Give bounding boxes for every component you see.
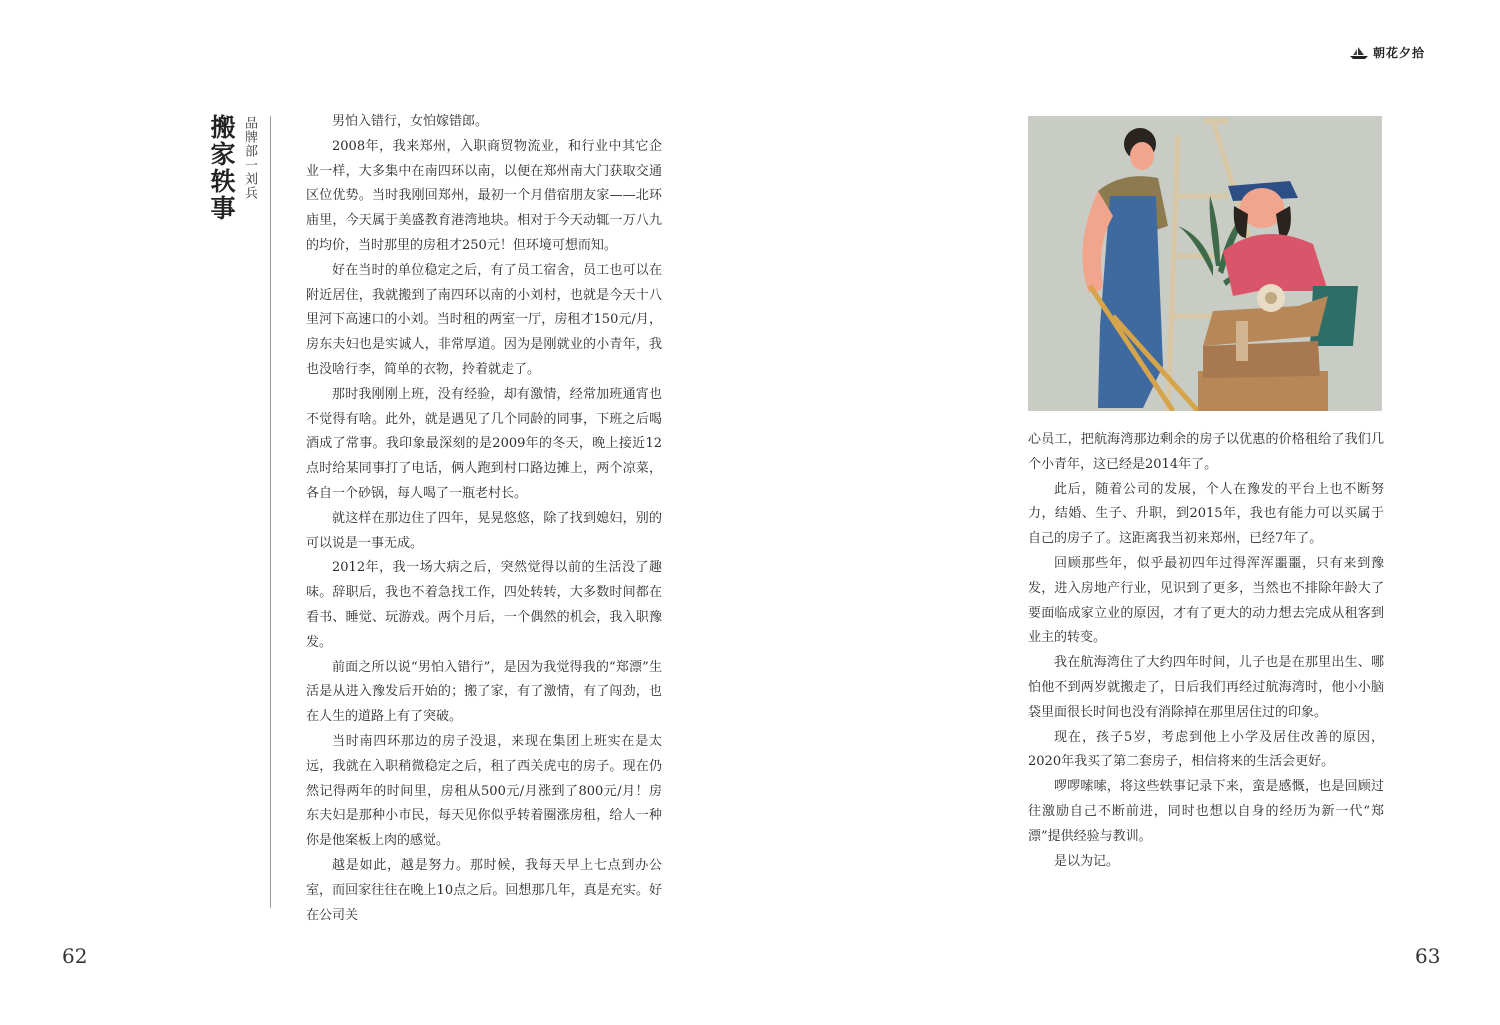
- right-page-body: [1028, 428, 1384, 874]
- body-paragraph: 就这样在那边住了四年，晃晃悠悠，除了找到媳妇，别的可以说是一事无成。: [306, 510, 662, 551]
- left-page-body: [306, 110, 662, 928]
- column-divider: [270, 116, 271, 908]
- body-paragraph: 此后，随着公司的发展，个人在豫发的平台上也不断努力，结婚、生子、升职，到2015年，我也有能力可以买属于自己的房子了。这距离我当初来郑州，已经7年了。: [1028, 481, 1384, 547]
- body-paragraph: 啰啰嗦嗦，将这些轶事记录下来，蛮是感慨，也是回顾过往激励自己不断前进，同时也想以自身的经历为新一代“郑漂”提供经验与教训。: [1028, 779, 1384, 844]
- body-paragraph: 男怕入错行，女怕嫁错郎。: [332, 114, 489, 129]
- tape-roll-graphic: [1257, 284, 1285, 312]
- body-paragraph: 心员工，把航海湾那边剩余的房子以优惠的价格租给了我们几个小青年，这已经是2014年了。: [1028, 432, 1384, 472]
- body-paragraph: 2008年，我来郑州，入职商贸物流业，和行业中其它企业一样，大多集中在南四环以南，以便在郑州南大门获取交通区位优势。当时我刚回郑州，最初一个月借宿朋友家——北环庙里，今天属于美盛教育港湾地块。相对于今天动辄一万八九的均价，当时那里的房租才250元！但环境可想而知。: [306, 138, 662, 253]
- body-paragraph: 那时我刚刚上班，没有经验，却有激情，经常加班通宵也不觉得有啥。此外，就是遇见了几个同龄的同事，下班之后喝酒成了常事。我印象最深刻的是2009年的冬天，晚上接近12点时给某同事打了电话，俩人跑到村口路边摊上，两个凉菜，各自一个砂锅，每人喝了一瓶老村长。: [306, 386, 662, 501]
- article-title: 搬家轶事: [207, 114, 236, 222]
- article-byline: 品牌部一刘兵: [242, 116, 257, 200]
- body-paragraph: 是以为记。: [1054, 853, 1120, 869]
- body-paragraph: 回顾那些年，似乎最初四年过得浑浑噩噩，只有来到豫发，进入房地产行业，见识到了更多，当然也不排除年龄大了要面临成家立业的原因，才有了更大的动力想去完成从租客到业主的转变。: [1028, 555, 1384, 646]
- body-paragraph: 我在航海湾住了大约四年时间，儿子也是在那里出生、哪怕他不到两岁就搬走了，日后我们再经过航海湾时，他小小脑袋里面很长时间也没有消除掉在那里居住过的印象。: [1028, 655, 1384, 720]
- body-paragraph: 现在，孩子5岁，考虑到他上小学及居住改善的原因，2020年我买了第二套房子，相信将来的生活会更好。: [1028, 729, 1384, 770]
- moving-illustration: [1028, 116, 1382, 411]
- body-paragraph: 2012年，我一场大病之后，突然觉得以前的生活没了趣味。辞职后，我也不着急找工作，四处转转，大多数时间都在看书、睡觉、玩游戏。两个月后，一个偶然的机会，我入职豫发。: [306, 560, 662, 650]
- section-header: [1349, 44, 1425, 61]
- body-paragraph: 越是如此，越是努力。那时候，我每天早上七点到办公室，而回家往往在晚上10点之后。回想那几年，真是充实。好在公司关: [306, 857, 662, 923]
- page-number-left: 62: [62, 944, 88, 968]
- body-paragraph: 当时南四环那边的房子没退，来现在集团上班实在是太远，我就在入职稍微稳定之后，租了西关虎屯的房子。现在仍然记得两年的时间里，房租从500元/月涨到了800元/月！房东夫妇是那种小市民，每天见你似乎转着圈涨房租，给人一种你是他案板上肉的感觉。: [306, 733, 662, 849]
- body-paragraph: 前面之所以说“男怕入错行”，是因为我觉得我的“郑漂”生活是从进入豫发后开始的；搬了家，有了激情，有了闯劲，也在人生的道路上有了突破。: [306, 659, 662, 725]
- section-header-label: 朝花夕拾: [1373, 46, 1426, 60]
- boat-logo-icon: [1349, 45, 1369, 61]
- box-graphic: [1198, 296, 1328, 411]
- body-paragraph: 好在当时的单位稳定之后，有了员工宿舍，员工也可以在附近居住，我就搬到了南四环以南的小刘村，也就是今天十八里河下高速口的小刘。当时租的两室一厅，房租才150元/月，房东夫妇也是实诚人，非常厚道。因为是刚就业的小青年，我也没啥行李，简单的衣物，拎着就走了。: [306, 262, 662, 377]
- page-number-right: 63: [1415, 944, 1441, 968]
